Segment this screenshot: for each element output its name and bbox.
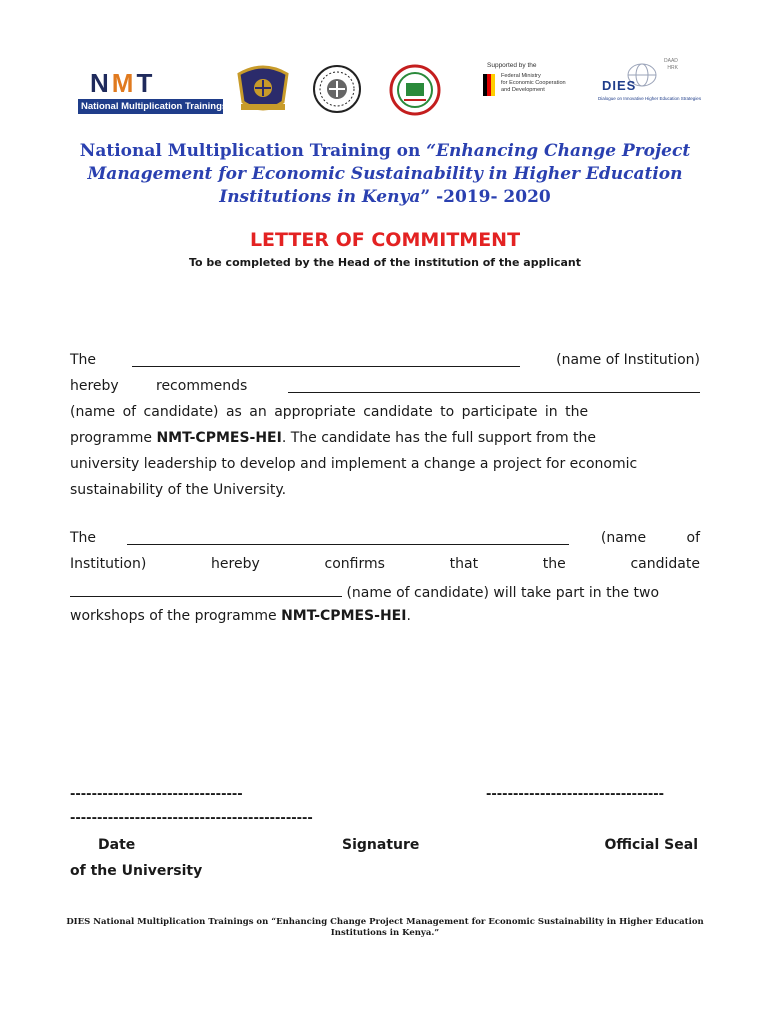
german-flag-icon — [483, 74, 495, 96]
date-signature-line[interactable]: -------------------------------- — [70, 787, 243, 802]
technical-university-seal-logo — [310, 64, 364, 114]
instruction-text: To be completed by the Head of the institution of the applicant — [188, 256, 582, 269]
logo-strip — [78, 58, 702, 118]
para1-line1: The (name of Institution) — [70, 352, 700, 368]
candidate-name-field[interactable] — [288, 378, 700, 393]
para2-line4: workshops of the programme NMT-CPMES-HEI. — [70, 608, 411, 624]
confirmed-candidate-field[interactable] — [70, 582, 342, 597]
signature-label: Signature — [342, 837, 420, 853]
nmt-logo-subtitle: National Multiplication Trainings — [78, 99, 223, 114]
para1-line3: (name of candidate) as an appropriate candidate to participate in the — [70, 404, 589, 420]
para2-line2: Institution) hereby confirms that the candidate — [70, 556, 700, 572]
confirming-institution-field[interactable] — [127, 530, 569, 545]
nmt-logo — [78, 68, 228, 114]
para1-line2: hereby recommends — [70, 378, 700, 398]
institution-name-field[interactable] — [132, 352, 520, 367]
seal-signature-line[interactable]: --------------------------------- — [486, 787, 665, 802]
para1-line4: programme NMT-CPMES-HEI. The candidate has the full support from the — [70, 430, 597, 446]
university-crest-logo — [233, 64, 293, 114]
page-footer: DIES National Multiplication Trainings on “Enhancing Change Project Management for Economic Sustainability in Higher Education Institutions in Kenya.” — [66, 917, 704, 938]
commission-seal-logo — [388, 64, 442, 116]
para2-line3: (name of candidate) will take part in the two — [70, 582, 700, 602]
nmt-logo-letters: NMT — [90, 68, 156, 98]
para1-line5: university leadership to develop and implement a change a project for economic — [70, 456, 638, 472]
signature-line[interactable]: --------------------------------------------- — [70, 811, 313, 826]
para2-line1: The (name of — [70, 530, 700, 546]
official-seal-label: Official Seal — [604, 837, 698, 853]
document-title: National Multiplication Training on “Enhancing Change Project Management for Economic Sustainability in Higher Education Institutions in Kenya” -2019- 2020 — [79, 141, 691, 207]
dies-logo: DAAD HRK DIES Dialogue on Innovative Higher Education Strategies — [598, 58, 702, 101]
official-seal-label-cont: of the University — [70, 863, 203, 879]
para1-line6: sustainability of the University. — [70, 482, 287, 498]
dies-partner-text: DAAD HRK — [664, 58, 678, 71]
date-label: Date — [98, 837, 136, 853]
letter-heading: LETTER OF COMMITMENT — [249, 229, 521, 251]
bmz-text: Federal Ministry for Economic Cooperation and Development — [501, 73, 566, 93]
bmz-logo: Supported by the Federal Ministry for Economic Cooperation and Development — [471, 62, 579, 114]
